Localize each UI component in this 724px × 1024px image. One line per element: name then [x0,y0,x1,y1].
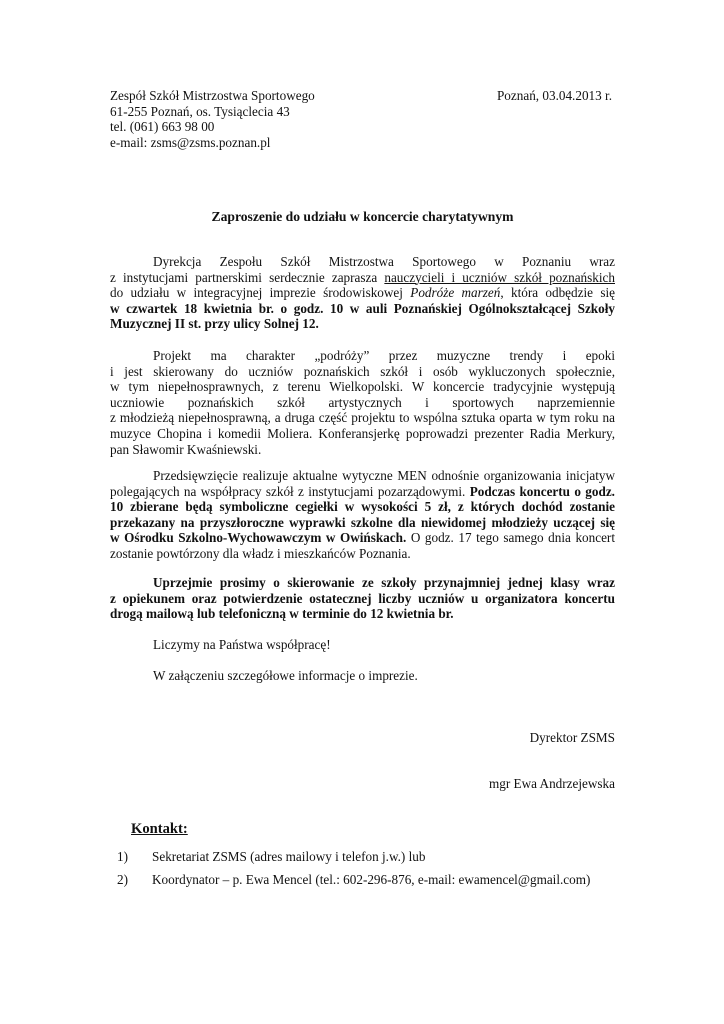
p4-line-2: z opiekunem oraz potwierdzenie ostatecznej liczby uczniów u organizatora koncertu [110,590,615,606]
contact-item-text: Koordynator – p. Ewa Mencel (tel.: 602-296-876, e-mail: ewamencel@gmail.com) [152,872,591,887]
invited-audience: nauczycieli i uczniów szkół poznańskich [384,269,615,285]
p3-line-1: Przedsięwzięcie realizuje aktualne wytyczne MEN odnośnie organizowania inicjatyw [153,468,615,483]
contact-item-number: 1) [117,849,128,864]
paragraph-fundraising [110,468,615,562]
p1-line-3-end: , która odbędzie się [500,285,615,301]
p2-line-3: w tym niepełnosprawnych, z terenu Wielkopolski. W koncercie tradycyjnie występują [110,379,615,395]
sender-phone: tel. (061) 663 98 00 [110,119,215,135]
contact-item-text: Sekretariat ZSMS (adres mailowy i telefon j.w.) lub [152,849,426,864]
sender-email: e-mail: zsms@zsms.poznan.pl [110,134,271,150]
p3-line-3: 10 zbierane będą symboliczne cegiełki w wysokości 5 zł, z których dochód zostanie [110,499,615,515]
p3-line-5-text: O godz. 17 tego samego dnia koncert [406,530,615,546]
contact-item [117,849,425,865]
signature-role: Dyrektor ZSMS [529,730,615,745]
p2-line-6: muzyce Chopina i komedii Moliera. Konferansjerkę poprowadzi prezenter Radia Merkury, [110,425,615,441]
p2-line-2: i jest skierowany do uczniów poznańskich szkół i osób wykluczonych społecznie, [110,363,615,379]
p1-line-3 [110,285,615,301]
p2-line-1: Projekt ma charakter „podróży” przez muzyczne trendy i epoki [153,348,615,363]
p1-line-4: w czwartek 18 kwietnia br. o godz. 10 w auli Poznańskiej Ogólnokształcącej Szkoły [110,300,615,316]
p4-line-1: Uprzejmie prosimy o skierowanie ze szkoły przynajmniej jednej klasy wraz [153,575,615,590]
attachment-note: W załączeniu szczegółowe informacje o imprezie. [153,668,418,683]
contact-heading: Kontakt: [131,821,188,837]
p3-line-2 [110,484,615,500]
p3-line-2-text: polegających na współpracy szkół z instytucjami pozarządowymi. [110,483,470,499]
event-name: Podróże marzeń [410,285,501,301]
sender-name: Zespół Szkół Mistrzostwa Sportowego [110,88,315,103]
letter-date: Poznań, 03.04.2013 r. [496,88,612,103]
p1-line-2 [110,270,615,286]
p1-line-5: Muzycznej II st. przy ulicy Solnej 12. [110,316,319,332]
sender-street: 61-255 Poznań, os. Tysiąclecia 43 [110,103,290,119]
sender-address [110,88,410,150]
paragraph-request [110,575,615,622]
p2-line-5: z młodzieżą niepełnosprawną, a druga część projektu to wspólna sztuka oparta w tym roku na [110,410,615,426]
paragraph-invitation [110,254,615,332]
p3-line-5-bold: w Ośrodku Szkolno-Wychowawczym w Owińskach. [110,530,407,546]
letter-title: Zaproszenie do udziału w koncercie charytatywnym [211,209,514,224]
p1-line-3-text: do udziału w integracyjnej imprezie środowiskowej [110,285,411,301]
p3-line-2-bold: Podczas koncertu o godz. [469,483,615,499]
signature-name: mgr Ewa Andrzejewska [489,776,615,791]
paragraph-project [110,348,615,457]
contact-item-number: 2) [117,872,128,887]
p4-line-3: drogą mailową lub telefoniczną w terminie do 12 kwietnia br. [110,606,454,622]
p2-line-4: uczniowie poznańskich szkół artystycznych i sportowych naprzemiennie [110,394,615,410]
closing-line: Liczymy na Państwa współpracę! [153,637,331,652]
p1-line-1: Dyrekcja Zespołu Szkół Mistrzostwa Sportowego w Poznaniu wraz [153,254,615,269]
p3-line-5 [110,530,615,546]
p1-line-2-text: z instytucjami partnerskimi serdecznie zaprasza [110,269,385,285]
p3-line-4: przekazany na przyszłoroczne wyprawki szkolne dla niewidomej młodzieży uczącej się [110,514,615,530]
p3-line-6: zostanie powtórzony dla władz i mieszkańców Poznania. [110,545,411,561]
contact-item [117,872,590,888]
p2-line-7: pan Sławomir Kwaśniewski. [110,441,262,457]
